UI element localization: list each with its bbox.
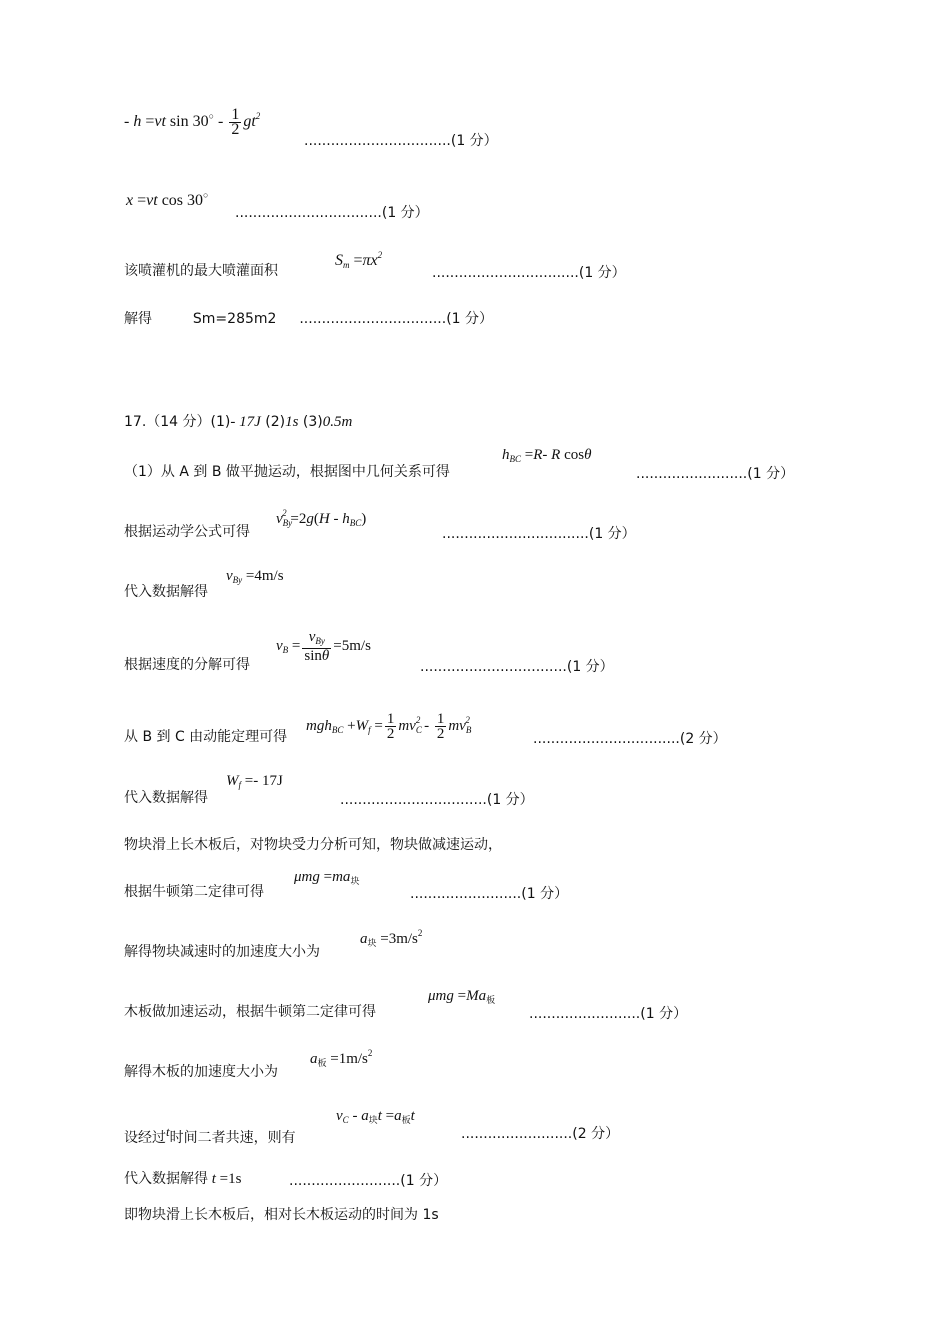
line-3 <box>124 583 208 601</box>
equation-area: $S_m =\pi x^2$ <box>335 250 383 270</box>
equation-wf: $W_f =- 17J$ <box>226 773 283 790</box>
equation-board-accel: $a_板 =1m/s^2$ <box>310 1048 373 1068</box>
line-2-text: 根据运动学公式可得 <box>124 524 250 540</box>
line-1-text: （1）从 A 到 B 做平抛运动，根据图中几何关系可得 <box>124 464 450 480</box>
line-11-text: 解得木板的加速度大小为 <box>124 1064 278 1080</box>
equation-work-energy: $mgh_{BC} +W_f$ = $\frac{1}{2}$ $mv_C^2$ - $\frac{1}{2}$ $mv_B^2$ <box>306 711 472 742</box>
line-5-text: 从 B 到 C 由动能定理可得 <box>124 729 288 745</box>
line-6 <box>124 789 208 807</box>
line-8-text: 根据牛顿第二定律可得 <box>124 884 264 900</box>
q17-ans1: - 17J <box>230 414 261 430</box>
score-l6: .................................(1 分） <box>340 792 534 808</box>
area-line <box>124 262 278 280</box>
q17-prefix: 17.（14 分）(1) <box>124 414 231 430</box>
score-l5: .................................(2 分） <box>533 731 727 747</box>
line-12: 设经过t时间二者共速，则有 <box>124 1124 296 1146</box>
solve-sm-line <box>124 310 493 328</box>
line-9-text: 解得物块减速时的加速度大小为 <box>124 944 320 960</box>
line-5 <box>124 728 287 746</box>
score-l13: .........................(1 分） <box>289 1173 448 1189</box>
equation-hbc: $h_{BC} =R-$ R cosθ <box>502 447 592 464</box>
equation-board-newton: $\mu mg =Ma_板$ <box>428 988 496 1005</box>
score-l1: .........................(1 分） <box>636 466 795 482</box>
line-7 <box>124 836 502 854</box>
q17-p2: (2) <box>265 414 286 430</box>
line-4-text: 根据速度的分解可得 <box>124 657 250 673</box>
score-l12: .........................(2 分） <box>461 1126 620 1142</box>
score-eq1: .................................(1 分） <box>304 133 498 149</box>
equation-block-newton: $\mu mg =ma_块$ <box>294 869 360 886</box>
line-12-text-b: 时间二者共速，则有 <box>169 1130 296 1146</box>
q17-ans2: 1s <box>285 414 299 430</box>
question-17-header <box>124 413 352 431</box>
equation-common-velocity: $v_C - a_块t =a_板t$ <box>336 1108 415 1125</box>
equation-vby-value: $v_{By} =4m/s$ <box>226 568 284 585</box>
line-2 <box>124 523 250 541</box>
line-14-text: 即物块滑上长木板后，相对长木板运动的时间为 1s <box>124 1207 439 1223</box>
score-solve: .................................(1 分） <box>299 311 494 327</box>
line-14 <box>124 1206 439 1224</box>
equation-vertical-displacement: - h =vt sin 30○ - $\frac{1}{2}$ $gt^2$ <box>124 106 261 138</box>
area-text: 该喷灌机的最大喷灌面积 <box>124 263 278 279</box>
line-6-text: 代入数据解得 <box>124 790 208 806</box>
equation-block-accel: $a_块 =3m/s^2$ <box>360 928 423 948</box>
line-10 <box>124 1003 376 1021</box>
score-l8: .........................(1 分） <box>410 886 569 902</box>
q17-p3: (3) <box>302 414 323 430</box>
line-13: 代入数据解得 t =1s <box>124 1171 242 1187</box>
line-11 <box>124 1063 278 1081</box>
solve-label: 解得 <box>124 311 152 327</box>
line-10-text: 木板做加速运动，根据牛顿第二定律可得 <box>124 1004 376 1020</box>
score-l2: .................................(1 分） <box>442 526 636 542</box>
solve-value: Sm=285m2 <box>192 311 277 327</box>
line-8 <box>124 883 264 901</box>
line-13-text: 代入数据解得 <box>124 1171 208 1187</box>
equation-vb: $v_B$ = $\frac{v_{By}}{\sin\theta}$ =5m/s <box>276 629 371 664</box>
line-9 <box>124 943 320 961</box>
q17-ans3: 0.5m <box>322 414 353 430</box>
line-1 <box>124 463 450 481</box>
equation-vby-squared: $v_{By}^2 =2g(H - h_{BC})$ <box>276 508 367 528</box>
score-l4: .................................(1 分） <box>420 659 614 675</box>
line-4 <box>124 656 250 674</box>
score-area: .................................(1 分） <box>432 265 626 281</box>
score-eq2: .................................(1 分） <box>235 205 429 221</box>
score-l10: .........................(1 分） <box>529 1006 688 1022</box>
equation-horizontal-displacement: x =vt cos 30○ <box>126 190 209 209</box>
line-7-text: 物块滑上长木板后，对物块受力分析可知，物块做减速运动， <box>124 837 502 853</box>
line-3-text: 代入数据解得 <box>124 584 208 600</box>
line-12-text-a: 设经过 <box>124 1130 166 1146</box>
